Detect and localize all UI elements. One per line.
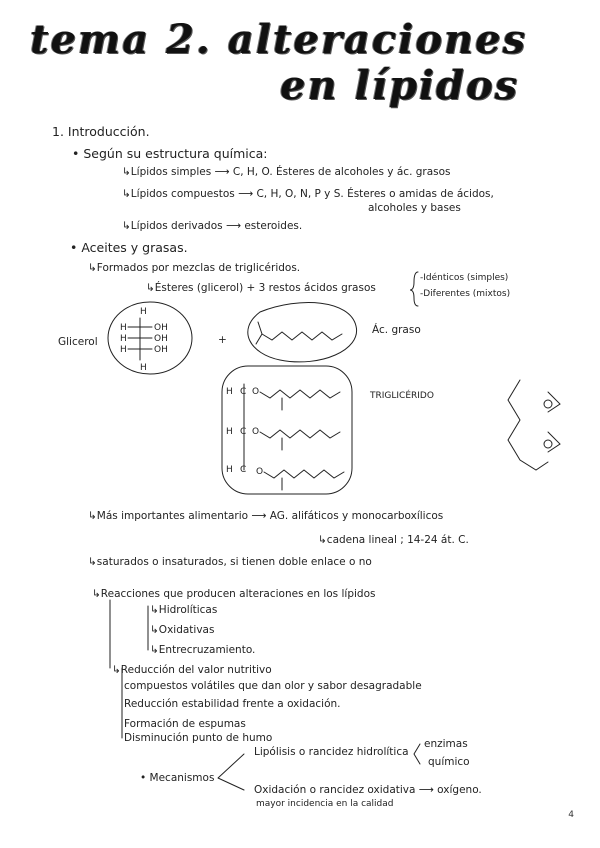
tg-h-3: H xyxy=(226,465,233,475)
note-identicos: -Idénticos (simples) xyxy=(420,273,509,283)
note-lipidos-compuestos: ↳Lípidos compuestos ⟶ C, H, O, N, P y S. Ésteres o amidas de ácidos, xyxy=(122,188,494,200)
note-enzimas: enzimas xyxy=(424,738,468,750)
fatty-acid-chain xyxy=(262,332,342,340)
label-trigliceridos: TRIGLICÉRIDO xyxy=(370,391,434,401)
note-reduccion-valor: ↳Reducción del valor nutritivo xyxy=(112,664,272,676)
tg-h-2: H xyxy=(226,427,233,437)
note-formados: ↳Formados por mezclas de triglicéridos. xyxy=(88,262,301,274)
glycerol-oh-1: OH xyxy=(154,323,168,333)
note-espumas: Formación de espumas xyxy=(124,718,246,730)
note-quimico: químico xyxy=(428,756,470,768)
glycerol-h-top: H xyxy=(140,307,147,317)
page-number: 4 xyxy=(568,810,574,820)
tg-c-1: C xyxy=(240,387,247,397)
side-sketch xyxy=(508,380,548,470)
glycerol-h-bottom: H xyxy=(140,363,147,373)
label-ac-graso: Ác. graso xyxy=(372,324,421,336)
note-importantes: ↳Más importantes alimentario ⟶ AG. alifáticos y monocarboxílicos xyxy=(88,510,444,522)
note-diferentes: -Diferentes (mixtos) xyxy=(420,289,511,299)
glycerol-h-1: H xyxy=(120,323,127,333)
note-reduccion-estabilidad: Reducción estabilidad frente a oxidación. xyxy=(124,698,341,710)
note-reacciones: ↳Reacciones que producen alteraciones en los lípidos xyxy=(92,588,376,600)
tg-c-3: C xyxy=(240,465,247,475)
title-line-1: tema 2. alteraciones xyxy=(30,16,528,63)
chain-3 xyxy=(264,470,344,478)
brace-icon xyxy=(410,272,418,306)
chain-1 xyxy=(260,390,340,398)
glycerol-oh-2: OH xyxy=(154,334,168,344)
tg-o-1: O xyxy=(252,387,260,397)
plus-sign: + xyxy=(218,334,227,346)
tg-o-3: O xyxy=(256,467,264,477)
note-mecanismos: • Mecanismos xyxy=(140,772,215,784)
note-cadena: ↳cadena lineal ; 14-24 át. C. xyxy=(318,534,469,546)
tg-c-2: C xyxy=(240,427,247,437)
note-punto-humo: Disminución punto de humo xyxy=(124,732,273,744)
chain-2 xyxy=(260,430,340,438)
glycerol-oh-3: OH xyxy=(154,345,168,355)
section-introduccion: 1. Introducción. xyxy=(52,124,150,139)
note-esteres: ↳Ésteres (glicerol) + 3 restos ácidos grasos xyxy=(146,282,376,294)
subsection-aceites: • Aceites y grasas. xyxy=(70,240,188,255)
note-volatiles: compuestos volátiles que dan olor y sabor desagradable xyxy=(124,680,422,692)
subsection-estructura: • Según su estructura química: xyxy=(72,146,268,161)
tg-h-1: H xyxy=(226,387,233,397)
note-oxidacion: Oxidación o rancidez oxidativa ⟶ oxígeno. xyxy=(254,784,482,796)
note-lipidos-simples: ↳Lípidos simples ⟶ C, H, O. Ésteres de alcoholes y ác. grasos xyxy=(122,166,451,178)
mechanisms-arrows xyxy=(218,754,244,790)
glycerol-h-2: H xyxy=(120,334,127,344)
glycerol-h-3: H xyxy=(120,345,127,355)
note-lipidos-derivados: ↳Lípidos derivados ⟶ esteroides. xyxy=(122,220,303,232)
note-hidroliticas: ↳Hidrolíticas xyxy=(150,604,218,616)
note-entrecruzamiento: ↳Entrecruzamiento. xyxy=(150,644,256,656)
label-glicerol: Glicerol xyxy=(58,336,98,348)
note-lipolisis: Lipólisis o rancidez hidrolítica xyxy=(254,746,409,758)
note-incidencia: mayor incidencia en la calidad xyxy=(256,799,394,809)
tg-o-2: O xyxy=(252,427,260,437)
note-lipidos-compuestos-2: alcoholes y bases xyxy=(368,202,461,214)
title-line-2: en lípidos xyxy=(280,62,520,109)
note-oxidativas: ↳Oxidativas xyxy=(150,624,215,636)
note-saturados: ↳saturados o insaturados, si tienen doble enlace o no xyxy=(88,556,372,568)
